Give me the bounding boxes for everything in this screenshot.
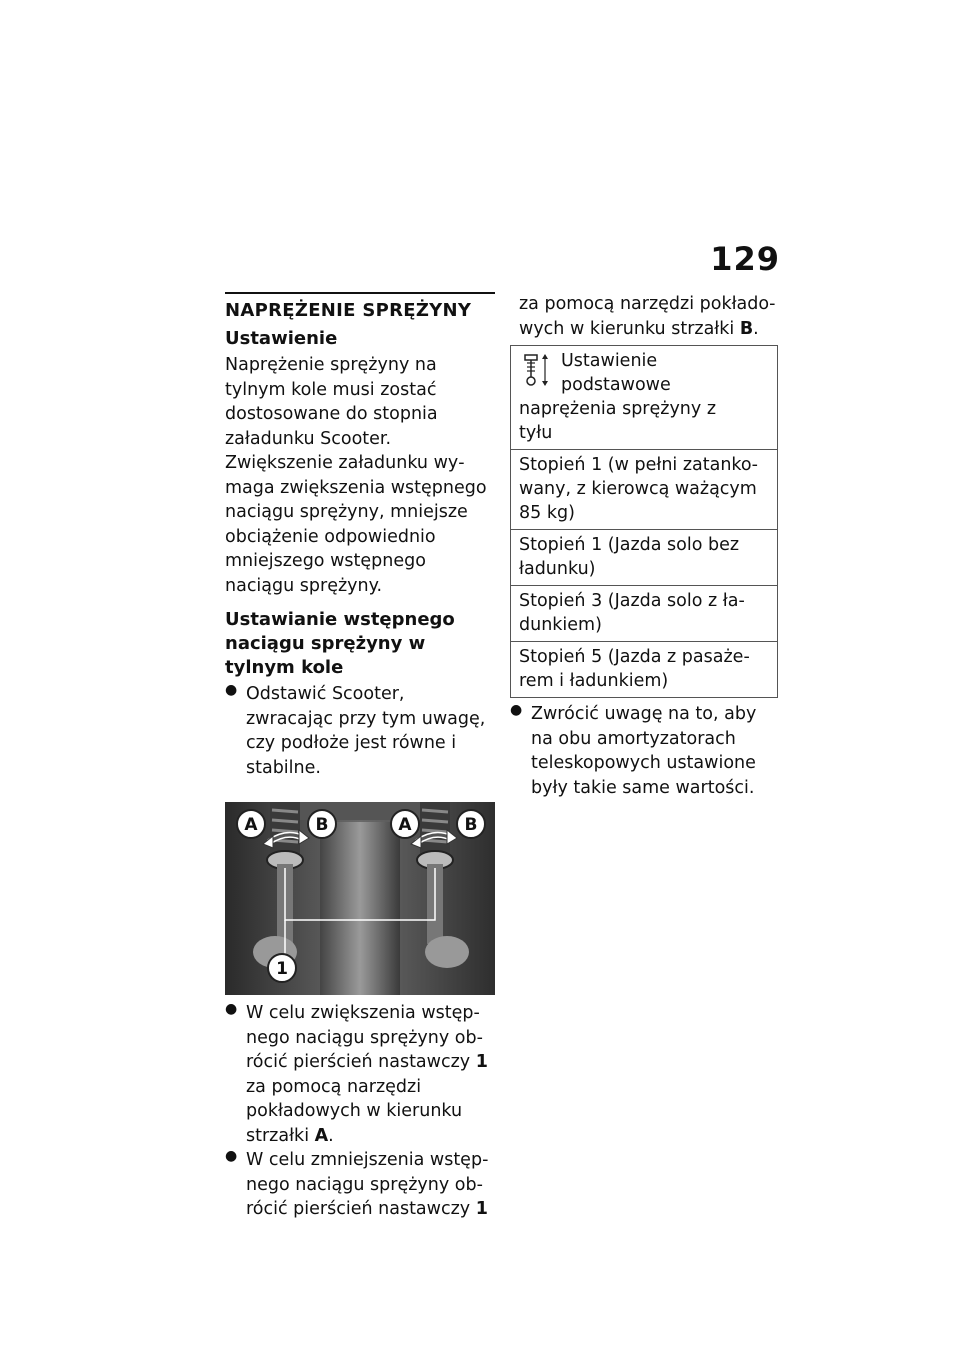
ref-1: 1: [475, 1052, 488, 1072]
table-row: Stopień 1 (Jazda solo bez ładunku): [511, 530, 778, 586]
subtitle-ustawienie: Ustawienie: [225, 328, 338, 349]
photo-label-a2: A: [398, 815, 412, 835]
bullet-text-part: W celu zwiększenia wstępnego naciągu sprężyny obrócić pierścień nastawczy: [246, 1003, 483, 1072]
table-row: Stopień 3 (Jazda solo z ładunkiem): [511, 586, 778, 642]
ref-a: A: [314, 1125, 329, 1146]
table-header-line: Ustawienie podstawowe: [561, 351, 671, 395]
bullet-dot: ●: [225, 1001, 238, 1017]
ref-1: 1: [475, 1199, 488, 1219]
bullet-text: Odstawić Scooter, zwracając przy tym uwagę, czy podłoże jest równe i stabilne.: [246, 684, 486, 778]
spring-settings-table: [510, 345, 778, 698]
bullet-dot: ●: [225, 682, 238, 698]
continued-text-part: za pomocą narzędzi pokładowych w kierunku strzałki: [519, 294, 776, 339]
photo-label-b1: B: [315, 815, 329, 835]
bullet-text-part: W celu zmniejszenia wstępnego naciągu sprężyny obrócić pierścień nastawczy: [246, 1150, 489, 1219]
wrench-tool-icon: [519, 351, 555, 391]
bullet-dot: ●: [225, 1148, 238, 1164]
bullet-text: [237, 1001, 495, 1148]
bullet-text-part: za pomocą narzędzi pokładowych w kierunku strzałki: [246, 1076, 463, 1146]
intro-paragraph: Naprężenie sprężyny na tylnym kole musi zostać dostosowane do stopnia załadunku Scooter. Zwiększenie załadunku wymaga zwiększenia wstępnego naciągu sprężyny, mniejsze obciążenie odpowiednio mniejszego wstępnego naciągu sprężyny.: [225, 355, 487, 596]
ref-b: B: [739, 318, 754, 339]
table-row: Stopień 5 (Jazda z pasażerem i ładunkiem): [511, 642, 778, 698]
period: .: [753, 318, 759, 339]
bullet-text: [237, 1148, 495, 1222]
photo-label-a1: A: [244, 815, 258, 835]
period: .: [328, 1125, 334, 1146]
right-column: [510, 292, 778, 800]
bullet-item: [510, 702, 778, 800]
bullet-dot: ●: [510, 702, 523, 718]
table-row: Stopień 1 (w pełni zatankowany, z kierowcą ważącym 85 kg): [511, 450, 778, 530]
photo-label-1: 1: [276, 959, 288, 979]
bullet-text: Zwrócić uwagę na to, aby na obu amortyzatorach teleskopowych ustawione były takie same wartości.: [531, 704, 757, 798]
left-column: [225, 292, 495, 1222]
section-title: NAPRĘŻENIE SPRĘŻYNY: [225, 300, 472, 321]
subtitle-procedure: Ustawianie wstępnego naciągu sprężyny w tylnym kole: [225, 609, 455, 678]
table-header-cell: [511, 346, 778, 450]
bullet-item: [225, 1001, 495, 1148]
section-rule: [225, 292, 495, 294]
page-number: 129: [710, 240, 780, 278]
table-header-line: naprężenia sprężyny z: [519, 399, 717, 419]
shock-absorber-photo: [225, 802, 495, 995]
continued-text: [510, 292, 778, 341]
photo-label-b2: B: [464, 815, 478, 835]
bullet-item: [225, 682, 495, 780]
bullet-item: [225, 1148, 495, 1222]
table-header-line: tyłu: [519, 423, 553, 443]
